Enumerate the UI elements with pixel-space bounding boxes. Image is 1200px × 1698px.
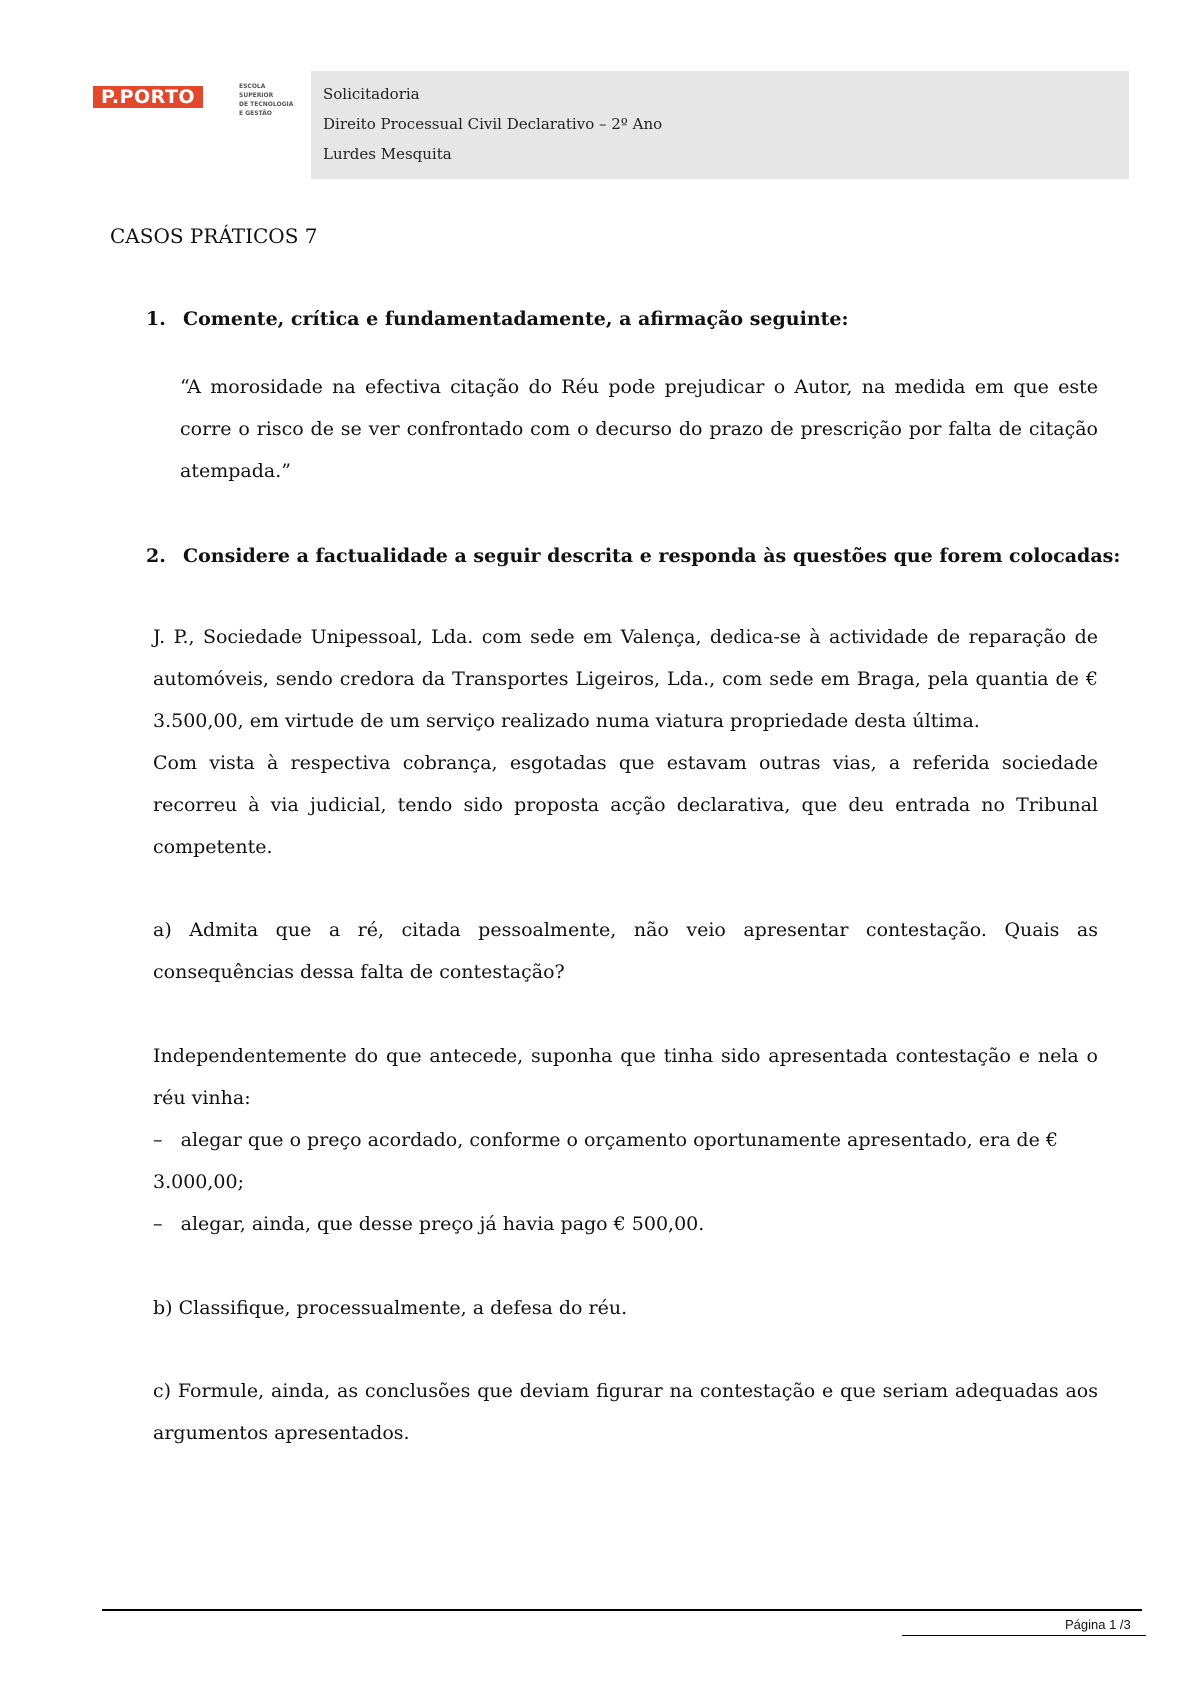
- defense-item-1-continuation: 3.000,00;: [153, 1171, 245, 1193]
- question-a: a) Admita que a ré, citada pessoalmente, não veio apresentar contestação. Quais as consequências dessa falta de contestação?: [153, 919, 1098, 983]
- question-1-number: 1.: [146, 308, 166, 330]
- dash-marker: –: [153, 1129, 163, 1151]
- question-c: c) Formule, ainda, as conclusões que deviam figurar na contestação e que seriam adequadas aos argumentos apresentados.: [153, 1380, 1098, 1444]
- footer-divider: [102, 1609, 1142, 1611]
- document-title: CASOS PRÁTICOS 7: [110, 224, 318, 248]
- course-name: Solicitadoria: [323, 85, 420, 103]
- question-b: b) Classifique, processualmente, a defesa do réu.: [153, 1297, 628, 1319]
- facts-paragraph-1: J. P., Sociedade Unipessoal, Lda. com sede em Valença, dedica-se à actividade de reparação de automóveis, sendo credora da Transportes Ligeiros, Lda., com sede em Braga, pela quantia de € 3.500,00, em virtude de um serviço realizado numa viatura propriedade desta última.: [153, 626, 1098, 732]
- defense-item-1-text: alegar que o preço acordado, conforme o orçamento oportunamente apresentado, era de €: [180, 1129, 1058, 1151]
- question-2-number: 2.: [146, 545, 166, 567]
- subject-name: Direito Processual Civil Declarativo – 2º Ano: [323, 115, 663, 133]
- page-number-underline: [902, 1635, 1146, 1636]
- question-1-heading: Comente, crítica e fundamentadamente, a afirmação seguinte:: [183, 308, 849, 330]
- teacher-name: Lurdes Mesquita: [323, 145, 452, 163]
- defense-item-2-text: alegar, ainda, que desse preço já havia pago € 500,00.: [180, 1213, 705, 1235]
- defense-item-1: [153, 1119, 1098, 1161]
- pporto-logo: P.PORTO: [93, 86, 203, 108]
- school-name-line: ESCOLA: [239, 83, 266, 90]
- question-2-heading: Considere a factualidade a seguir descrita e responda às questões que forem colocadas:: [183, 545, 1121, 567]
- facts-paragraph-2: Com vista à respectiva cobrança, esgotadas que estavam outras vias, a referida sociedade recorreu à via judicial, tendo sido proposta acção declarativa, que deu entrada no Tribunal competente.: [153, 752, 1098, 858]
- institution-logo: [91, 80, 301, 130]
- school-name-line: DE TECNOLOGIA: [239, 101, 294, 108]
- header-info-box: [311, 71, 1129, 179]
- question-1-quote: “A morosidade na efectiva citação do Réu pode prejudicar o Autor, na medida em que este corre o risco de se ver confrontado com o decurso do prazo de prescrição por falta de citação atempada.”: [180, 376, 1098, 482]
- dash-marker: –: [153, 1213, 163, 1235]
- school-name: [239, 82, 309, 118]
- page-number: Página 1 /3: [1065, 1617, 1131, 1632]
- school-name-line: E GESTÃO: [239, 110, 272, 117]
- school-name-line: SUPERIOR: [239, 92, 274, 99]
- facts-paragraph-3: Independentemente do que antecede, suponha que tinha sido apresentada contestação e nela o réu vinha:: [153, 1045, 1098, 1109]
- defense-item-2: [153, 1213, 704, 1235]
